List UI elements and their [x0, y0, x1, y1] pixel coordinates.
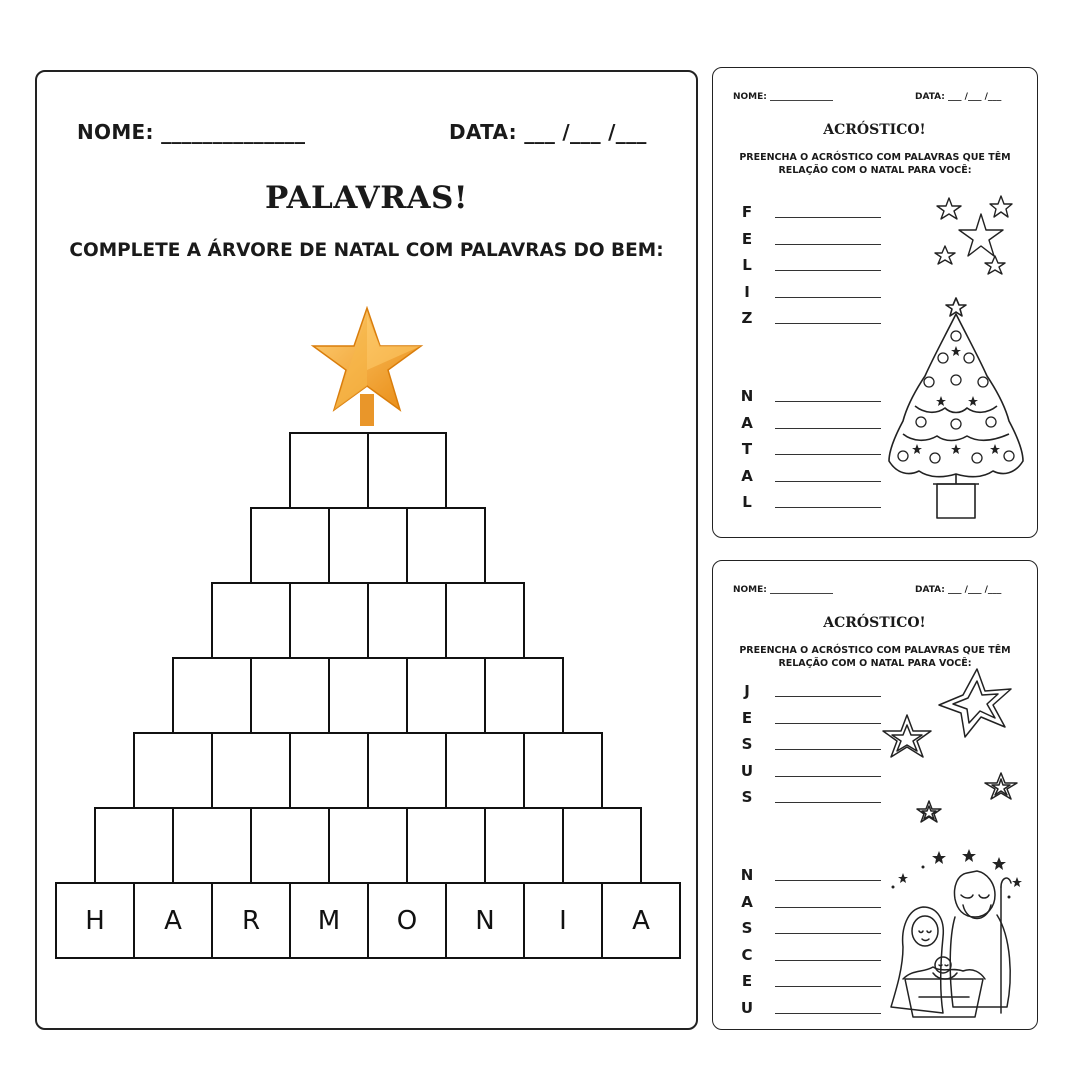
acrostic-row: [739, 253, 881, 273]
cookie-stars-icon: [877, 665, 1029, 835]
acrostic-row: [739, 437, 881, 457]
tree-base-letter-cell: H: [55, 882, 135, 959]
acrostic-letter: N: [740, 387, 754, 405]
acrostic-letter: A: [741, 892, 753, 911]
acrostic-title: ACRÓSTICO!: [823, 122, 926, 138]
acrostic-row: [739, 306, 881, 326]
acrostic-letter: I: [744, 282, 750, 301]
acrostic-answer-line[interactable]: [775, 932, 881, 934]
acrostic-answer-line[interactable]: [775, 775, 881, 777]
acrostic-row: [739, 996, 881, 1016]
stars-icon: [931, 192, 1021, 282]
nome-label: NOME: ______________: [733, 92, 834, 102]
tree-cell[interactable]: [172, 807, 252, 884]
acrostic-letter: U: [740, 761, 754, 780]
tree-base-letter-cell: I: [523, 882, 603, 959]
tree-cell[interactable]: [328, 507, 408, 584]
acrostic-letter: N: [740, 866, 754, 884]
acrostic-answer-line[interactable]: [775, 985, 881, 987]
tree-cell[interactable]: [250, 657, 330, 734]
acrostic-title: ACRÓSTICO!: [823, 615, 926, 631]
acrostic-row: [739, 411, 881, 431]
nome-label: NOME: ______________: [733, 585, 834, 595]
tree-cell[interactable]: [289, 582, 369, 659]
acrostic-letter: T: [741, 440, 753, 458]
acrostic-row: [739, 464, 881, 484]
acrostic-row: [739, 490, 881, 510]
tree-cell[interactable]: [94, 807, 174, 884]
tree-cell[interactable]: [562, 807, 642, 884]
acrostic-answer-line[interactable]: [775, 216, 881, 218]
acrostic-answer-line[interactable]: [775, 959, 881, 961]
acrostic-answer-line[interactable]: [775, 879, 881, 881]
acrostic-letter: L: [742, 256, 752, 274]
tree-cell[interactable]: [367, 582, 447, 659]
acrostic-letter: S: [741, 735, 753, 753]
nativity-scene-icon: [883, 847, 1029, 1023]
acrostic-answer-line[interactable]: [775, 243, 881, 245]
christmas-tree-icon: [885, 296, 1027, 524]
tree-cell[interactable]: [133, 732, 213, 809]
acrostic-letter: S: [741, 788, 753, 806]
acrostic-answer-line[interactable]: [775, 1012, 881, 1014]
acrostic-row: [739, 679, 881, 699]
acrostic-letter: A: [741, 413, 753, 432]
acrostic-row: [739, 384, 881, 404]
acrostic-row: [739, 943, 881, 963]
tree-cell[interactable]: [250, 507, 330, 584]
acrostic-letter: S: [741, 919, 753, 937]
acrostic-letter: J: [744, 682, 750, 700]
tree-cell[interactable]: [328, 807, 408, 884]
acrostic-answer-line[interactable]: [775, 427, 881, 429]
acrostic-answer-line[interactable]: [775, 748, 881, 750]
acrostic-row: [739, 200, 881, 220]
tree-base-letter-cell: N: [445, 882, 525, 959]
acrostic-letter: E: [741, 229, 753, 248]
tree-base-letter-cell: M: [289, 882, 369, 959]
acrostic-answer-line[interactable]: [775, 695, 881, 697]
main-worksheet: [35, 70, 698, 1030]
tree-cell[interactable]: [289, 432, 369, 509]
data-label: DATA: ___ /___ /___: [915, 92, 1002, 102]
data-label: DATA: ___ /___ /___: [449, 120, 647, 144]
tree-cell[interactable]: [289, 732, 369, 809]
tree-cell[interactable]: [406, 507, 486, 584]
tree-base-letter-cell: A: [601, 882, 681, 959]
tree-cell[interactable]: [484, 807, 564, 884]
acrostic-answer-line[interactable]: [775, 296, 881, 298]
tree-base-letter-cell: O: [367, 882, 447, 959]
acrostic-row: [739, 890, 881, 910]
tree-cell[interactable]: [250, 807, 330, 884]
acrostic-row: [739, 732, 881, 752]
acrostic-row: [739, 916, 881, 936]
acrostic-letter: A: [741, 466, 753, 485]
acrostic-row: [739, 785, 881, 805]
tree-cell[interactable]: [445, 732, 525, 809]
acrostic-answer-line[interactable]: [775, 722, 881, 724]
tree-cell[interactable]: [523, 732, 603, 809]
tree-base-letter-cell: A: [133, 882, 213, 959]
acrostic-answer-line[interactable]: [775, 269, 881, 271]
acrostic-letter: E: [741, 708, 753, 727]
acrostic-row: [739, 759, 881, 779]
tree-cell[interactable]: [328, 657, 408, 734]
tree-cell[interactable]: [367, 732, 447, 809]
acrostic-row: [739, 863, 881, 883]
tree-cell[interactable]: [406, 657, 486, 734]
acrostic-row: [739, 706, 881, 726]
acrostic-worksheet-feliz-natal: [712, 67, 1038, 538]
acrostic-answer-line[interactable]: [775, 453, 881, 455]
acrostic-instruction: PREENCHA O ACRÓSTICO COM PALAVRAS QUE TÊM RELAÇÃO COM O NATAL PARA VOCÊ:: [739, 152, 1011, 176]
tree-cell[interactable]: [445, 582, 525, 659]
nome-label: NOME: ______________: [77, 120, 306, 144]
acrostic-letter: C: [741, 945, 753, 964]
tree-cell[interactable]: [211, 732, 291, 809]
tree-cell[interactable]: [484, 657, 564, 734]
acrostic-answer-line[interactable]: [775, 801, 881, 803]
acrostic-answer-line[interactable]: [775, 400, 881, 402]
acrostic-letter: U: [740, 998, 754, 1017]
tree-cell[interactable]: [172, 657, 252, 734]
instruction-text: COMPLETE A ÁRVORE DE NATAL COM PALAVRAS DO BEM:: [69, 240, 664, 261]
acrostic-answer-line[interactable]: [775, 506, 881, 508]
page-title: PALAVRAS!: [264, 180, 469, 216]
acrostic-answer-line[interactable]: [775, 322, 881, 324]
acrostic-row: [739, 227, 881, 247]
acrostic-row: [739, 969, 881, 989]
tree-cell[interactable]: [211, 582, 291, 659]
acrostic-letter: L: [742, 493, 752, 511]
tree-base-letter-cell: R: [211, 882, 291, 959]
acrostic-answer-line[interactable]: [775, 906, 881, 908]
tree-cell[interactable]: [367, 432, 447, 509]
acrostic-letter: F: [741, 203, 753, 221]
acrostic-answer-line[interactable]: [775, 480, 881, 482]
tree-cell[interactable]: [406, 807, 486, 884]
acrostic-instruction: PREENCHA O ACRÓSTICO COM PALAVRAS QUE TÊM RELAÇÃO COM O NATAL PARA VOCÊ:: [739, 645, 1011, 669]
data-label: DATA: ___ /___ /___: [915, 585, 1002, 595]
acrostic-row: [739, 280, 881, 300]
acrostic-letter: Z: [741, 309, 753, 327]
acrostic-worksheet-jesus-nasceu: [712, 560, 1038, 1030]
star-icon: [307, 306, 427, 431]
acrostic-letter: E: [741, 972, 753, 990]
